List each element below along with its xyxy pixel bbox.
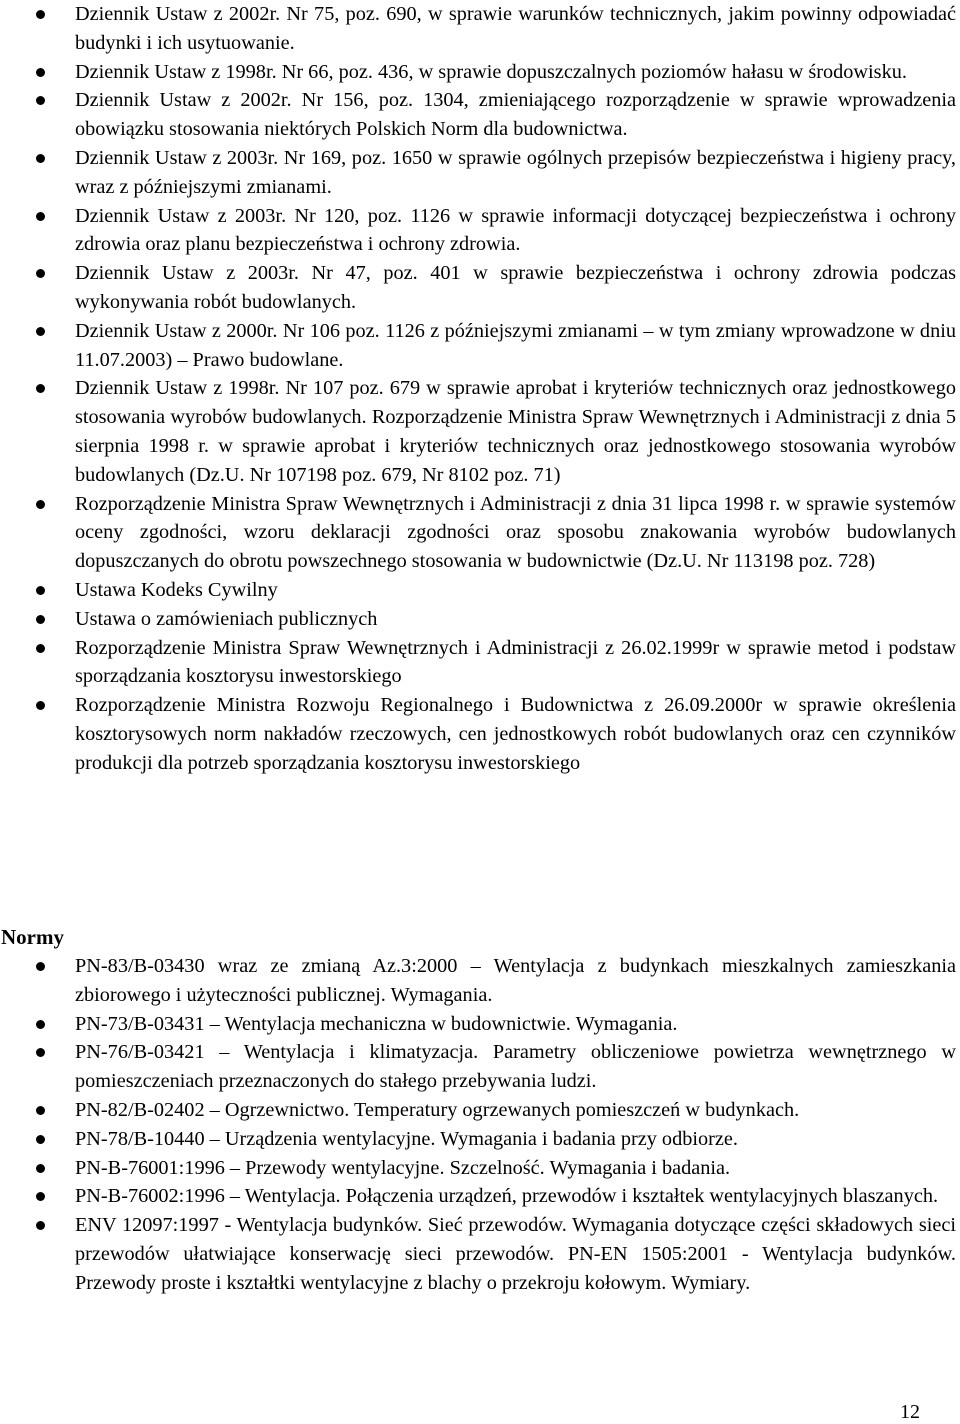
list-item xyxy=(0,1211,960,1297)
standards-list xyxy=(0,952,960,1298)
list-item-text: Dziennik Ustaw z 2000r. Nr 106 poz. 1126 z późniejszymi zmianami – w tym zmiany wprowadzone w dniu 11.07.2003) – Prawo budowlane. xyxy=(75,319,956,371)
list-item xyxy=(0,86,960,144)
list-item-text: PN-B-76001:1996 – Przewody wentylacyjne. Szczelność. Wymagania i badania. xyxy=(75,1156,731,1179)
list-item xyxy=(0,634,960,692)
list-item xyxy=(0,1096,960,1125)
list-item-text: Dziennik Ustaw z 1998r. Nr 66, poz. 436, w sprawie dopuszczalnych poziomów hałasu w środowisku. xyxy=(75,60,907,83)
list-item-text: ENV 12097:1997 - Wentylacja budynków. Sieć przewodów. Wymagania dotyczące części składowych sieci przewodów ułatwiające konserwację sieci przewodów. PN-EN 1505:2001 - Wentylacja budynków. Przewody proste i kształtki wentylacyjne z blachy o przekroju kołowym. Wymiary. xyxy=(75,1214,956,1294)
list-item xyxy=(0,259,960,317)
list-item-text: PN-78/B-10440 – Urządzenia wentylacyjne. Wymagania i badania przy odbiorze. xyxy=(75,1127,738,1150)
list-item xyxy=(0,691,960,777)
list-item xyxy=(0,1125,960,1154)
list-item-text: PN-76/B-03421 – Wentylacja i klimatyzacja. Parametry obliczeniowe powietrza wewnętrznego w pomieszczeniach przeznaczonych do stałego przebywania ludzi. xyxy=(75,1041,956,1093)
section-heading: Normy xyxy=(1,925,64,949)
list-item xyxy=(0,202,960,260)
page-number: 12 xyxy=(900,1401,920,1423)
list-item xyxy=(0,576,960,605)
list-item xyxy=(0,1154,960,1183)
list-item xyxy=(0,0,960,58)
list-item-text: Rozporządzenie Ministra Spraw Wewnętrznych i Administracji z dnia 31 lipca 1998 r. w sprawie systemów oceny zgodności, wzoru deklaracji zgodności oraz sposobu znakowania wyrobów budowlanych dopuszczanych do obrotu powszechnego stosowania w budownictwie (Dz.U. Nr 113198 poz. 728) xyxy=(75,492,956,573)
list-item-text: PN-B-76002:1996 – Wentylacja. Połączenia urządzeń, przewodów i kształtek wentylacyjnych blaszanych. xyxy=(75,1185,939,1208)
list-item xyxy=(0,490,960,576)
list-item-text: Dziennik Ustaw z 2003r. Nr 169, poz. 1650 w sprawie ogólnych przepisów bezpieczeństwa i higieny pracy, wraz z późniejszymi zmianami. xyxy=(75,146,956,198)
list-item-text: Rozporządzenie Ministra Spraw Wewnętrznych i Administracji z 26.02.1999r w sprawie metod i podstaw sporządzania kosztorysu inwestorskiego xyxy=(75,636,956,688)
list-item-text: PN-73/B-03431 – Wentylacja mechaniczna w budownictwie. Wymagania. xyxy=(75,1012,678,1035)
list-item xyxy=(0,58,960,87)
list-item-text: PN-83/B-03430 wraz ze zmianą Az.3:2000 – Wentylacja z budynkach mieszkalnych zamieszkania zbiorowego i użyteczności publicznej. Wymagania. xyxy=(75,955,956,1006)
list-item-text: Rozporządzenie Ministra Rozwoju Regionalnego i Budownictwa z 26.09.2000r w sprawie określenia kosztorysowych norm nakładów rzeczowych, cen jednostkowych robót budowlanych oraz cen czynników produkcji dla potrzeb sporządzania kosztorysu inwestorskiego xyxy=(75,694,956,774)
list-item xyxy=(0,1010,960,1039)
list-item-text: Dziennik Ustaw z 1998r. Nr 107 poz. 679 w sprawie aprobat i kryteriów technicznych oraz jednostkowego stosowania wyrobów budowlanych. Rozporządzenie Ministra Spraw Wewnętrznych i Administracji z dnia 5 sierpnia 1998 r. w sprawie aprobat i kryteriów technicznych oraz jednostkowego stosowania wyrobów budowlanych (Dz.U. Nr 107198 poz. 679, Nr 8102 poz. 71) xyxy=(75,377,956,486)
list-item-text: Dziennik Ustaw z 2002r. Nr 75, poz. 690, w sprawie warunków technicznych, jakim powinny odpowiadać budynki i ich usytuowanie. xyxy=(75,3,956,54)
list-item-text: Ustawa Kodeks Cywilny xyxy=(75,578,278,601)
list-item xyxy=(0,374,960,489)
list-item-text: Dziennik Ustaw z 2003r. Nr 120, poz. 1126 w sprawie informacji dotyczącej bezpieczeństwa i ochrony zdrowia oraz planu bezpieczeństwa i ochrony zdrowia. xyxy=(75,204,956,256)
list-item-text: Dziennik Ustaw z 2003r. Nr 47, poz. 401 w sprawie bezpieczeństwa i ochrony zdrowia podczas wykonywania robót budowlanych. xyxy=(75,262,956,313)
list-item xyxy=(0,952,960,1010)
list-item-text: Ustawa o zamówieniach publicznych xyxy=(75,607,378,630)
list-item xyxy=(0,144,960,202)
list-item xyxy=(0,605,960,634)
list-item-text: PN-82/B-02402 – Ogrzewnictwo. Temperatury ogrzewanych pomieszczeń w budynkach. xyxy=(75,1098,800,1121)
list-item-text: Dziennik Ustaw z 2002r. Nr 156, poz. 1304, zmieniającego rozporządzenie w sprawie wprowadzenia obowiązku stosowania niektórych Polskich Norm dla budownictwa. xyxy=(75,89,956,141)
list-item xyxy=(0,317,960,375)
list-item xyxy=(0,1182,960,1211)
list-item xyxy=(0,1038,960,1096)
